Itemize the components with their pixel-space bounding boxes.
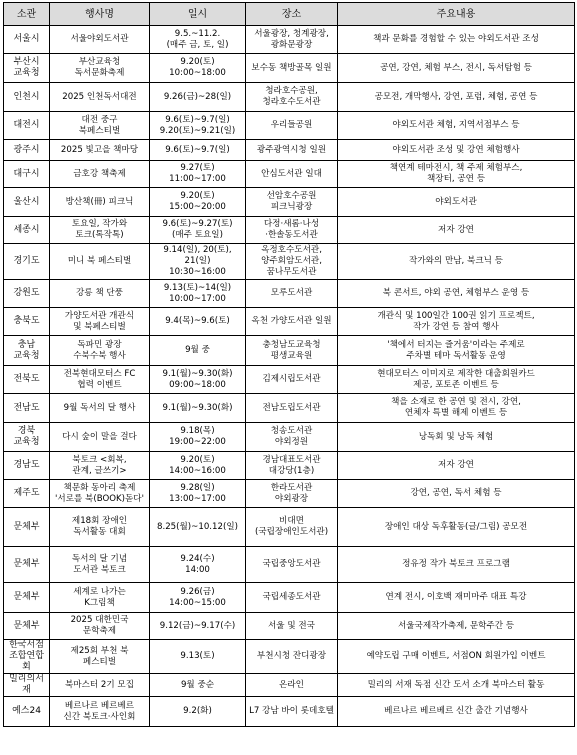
cell-org: 전북도	[4, 366, 50, 394]
cell-date: 9.20(토) 10:00~18:00	[150, 54, 246, 83]
cell-content: 낭독회 및 낭독 체험	[338, 423, 575, 452]
cell-date: 9.1(월)~9.30(화) 09:00~18:00	[150, 366, 246, 394]
cell-date: 9.28(일) 13:00~17:00	[150, 480, 246, 508]
cell-content: '책에서 터지는 즐거움'이라는 주제로 주차별 테마 독서활동 운영	[338, 336, 575, 366]
cell-event-name: 책문화 동아리 축제 '서로를 북(BOOK)돋다'	[50, 480, 150, 508]
cell-content: 예약도립 구매 이벤트, 서점ON 회원가입 이벤트	[338, 640, 575, 674]
cell-org: 문체부	[4, 613, 50, 640]
header-org: 소관	[4, 3, 50, 26]
header-place: 장소	[246, 3, 338, 26]
cell-date: 9월 중	[150, 336, 246, 366]
table-row	[4, 140, 575, 161]
cell-org: 대전시	[4, 112, 50, 140]
table-row	[4, 112, 575, 140]
header-event-name: 행사명	[50, 3, 150, 26]
cell-org: 예스24	[4, 697, 50, 727]
cell-place: 광주광역시청 일원	[246, 140, 338, 161]
cell-place: 선암호수공원 피크닉광장	[246, 188, 338, 217]
cell-place: 온라인	[246, 674, 338, 697]
cell-place: 모루도서관	[246, 280, 338, 308]
cell-date: 9.24(수) 14:00	[150, 547, 246, 583]
cell-event-name: 독서의 달 기념 도서관 북토크	[50, 547, 150, 583]
cell-org: 문체부	[4, 547, 50, 583]
cell-date: 9.20(토) 15:00~20:00	[150, 188, 246, 217]
cell-org: 서울시	[4, 26, 50, 54]
header-row	[4, 3, 575, 26]
cell-place: 우리들공원	[246, 112, 338, 140]
cell-content: 정유정 작가 북토크 프로그램	[338, 547, 575, 583]
table-row	[4, 452, 575, 480]
cell-event-name: 토요일, 작가와 토크(톡작톡)	[50, 217, 150, 244]
table-row	[4, 308, 575, 336]
table-row	[4, 336, 575, 366]
table-row	[4, 480, 575, 508]
cell-date: 9.5.~11.2. (매주 금, 토, 일)	[150, 26, 246, 54]
cell-org: 문체부	[4, 583, 50, 613]
table-row	[4, 674, 575, 697]
cell-date: 9.6(토)~9.7(일) 9.20(토)~9.21(일)	[150, 112, 246, 140]
cell-org: 밀리의서재	[4, 674, 50, 697]
table-row	[4, 54, 575, 83]
cell-event-name: 북마스터 2기 모집	[50, 674, 150, 697]
cell-event-name: 가양도서관 개관식 및 북페스티벌	[50, 308, 150, 336]
table-row	[4, 508, 575, 547]
cell-org: 문체부	[4, 508, 50, 547]
table-row	[4, 697, 575, 727]
cell-event-name: 다시 숲이 말을 걸다	[50, 423, 150, 452]
cell-date: 8.25(월)~10.12(일)	[150, 508, 246, 547]
cell-org: 부산시 교육청	[4, 54, 50, 83]
table-row	[4, 188, 575, 217]
cell-event-name: 제25회 부천 북 페스티벌	[50, 640, 150, 674]
table-row	[4, 613, 575, 640]
header-date: 일시	[150, 3, 246, 26]
cell-content: 베르나르 베르베르 신간 출간 기념행사	[338, 697, 575, 727]
cell-org: 울산시	[4, 188, 50, 217]
cell-date: 9.4(목)~9.6(토)	[150, 308, 246, 336]
cell-event-name: 금호강 책축제	[50, 161, 150, 188]
table-row	[4, 423, 575, 452]
cell-org: 강원도	[4, 280, 50, 308]
cell-org: 경북 교육청	[4, 423, 50, 452]
cell-org: 광주시	[4, 140, 50, 161]
cell-content: 야외도서관	[338, 188, 575, 217]
cell-event-name: 서울야외도서관	[50, 26, 150, 54]
cell-date: 9.18(목) 19:00~22:00	[150, 423, 246, 452]
cell-event-name: 제18회 장애인 독서활동 대회	[50, 508, 150, 547]
table-row	[4, 394, 575, 423]
table-row	[4, 366, 575, 394]
cell-place: 보수동 책방골목 일원	[246, 54, 338, 83]
cell-place: 옥정호수도서관, 양주회암도서관, 꿈나무도서관	[246, 244, 338, 280]
cell-content: 공연, 강연, 체험 부스, 전시, 독서탐험 등	[338, 54, 575, 83]
cell-org: 전남도	[4, 394, 50, 423]
cell-content: 공모전, 개막행사, 강연, 포럼, 체험, 공연 등	[338, 83, 575, 112]
cell-place: 안심도서관 일대	[246, 161, 338, 188]
cell-date: 9.26(금) 14:00~15:00	[150, 583, 246, 613]
cell-event-name: 세계로 나가는 K그림책	[50, 583, 150, 613]
cell-event-name: 부산교육청 독서문화축제	[50, 54, 150, 83]
cell-event-name: 전북현대모터스 FC 협력 이벤트	[50, 366, 150, 394]
cell-org: 한국서점 조합연합회	[4, 640, 50, 674]
event-table-wrapper	[3, 2, 574, 727]
cell-place: 비대면 (국립장애인도서관)	[246, 508, 338, 547]
cell-place: 청송도서관 야외정원	[246, 423, 338, 452]
cell-org: 경기도	[4, 244, 50, 280]
table-row	[4, 640, 575, 674]
cell-event-name: 미니 북 페스티벌	[50, 244, 150, 280]
cell-content: 북 콘서트, 야외 공연, 체험부스 운영 등	[338, 280, 575, 308]
cell-date: 9.13(토)	[150, 640, 246, 674]
cell-date: 9.13(토)~14(일) 10:00~17:00	[150, 280, 246, 308]
cell-place: 국립세종도서관	[246, 583, 338, 613]
cell-date: 9.1(월)~9.30(화)	[150, 394, 246, 423]
cell-date: 9.20(토) 14:00~16:00	[150, 452, 246, 480]
cell-place: 다정·새롬·나성 ·한솔동도서관	[246, 217, 338, 244]
cell-org: 경남도	[4, 452, 50, 480]
table-row	[4, 217, 575, 244]
cell-org: 대구시	[4, 161, 50, 188]
cell-event-name: 베르나르 베르베르 신간 북토크·사인회	[50, 697, 150, 727]
cell-content: 서울국제작가축제, 문학주간 등	[338, 613, 575, 640]
cell-content: 장애인 대상 독후활동(글/그림) 공모전	[338, 508, 575, 547]
table-row	[4, 244, 575, 280]
cell-date: 9.14(일), 20(토), 21(일) 10:30~16:00	[150, 244, 246, 280]
cell-event-name: 2025 빛고을 책마당	[50, 140, 150, 161]
cell-event-name: 2025 인천독서대전	[50, 83, 150, 112]
cell-event-name: 방산책(冊) 피크닉	[50, 188, 150, 217]
cell-content: 강연, 공연, 독서 체험 등	[338, 480, 575, 508]
cell-date: 9.27(토) 11:00~17:00	[150, 161, 246, 188]
cell-content: 책연계 테마전시, 책 주제 체험부스, 책장터, 공연 등	[338, 161, 575, 188]
cell-date: 9.6(토)~9.7(일)	[150, 140, 246, 161]
cell-event-name: 2025 대한민국 문학축제	[50, 613, 150, 640]
cell-event-name: 대전 중구 북페스티벌	[50, 112, 150, 140]
cell-content: 현대모터스 이미지로 제작한 대출회원카드 제공, 포토존 이벤트 등	[338, 366, 575, 394]
cell-event-name: 북토크 <회복, 관계, 글쓰기>	[50, 452, 150, 480]
table-row	[4, 280, 575, 308]
cell-place: 서울 및 전국	[246, 613, 338, 640]
cell-content: 저자 강연	[338, 452, 575, 480]
cell-content: 책을 소재로 한 공연 및 전시, 강연, 연체자 특별 해제 이벤트 등	[338, 394, 575, 423]
cell-date: 9월 중순	[150, 674, 246, 697]
cell-content: 야외도서관 체험, 지역서점부스 등	[338, 112, 575, 140]
cell-content: 작가와의 만남, 북크닉 등	[338, 244, 575, 280]
cell-org: 충남 교육청	[4, 336, 50, 366]
cell-content: 개관식 및 100일간 100권 읽기 프로젝트, 작가 강연 등 참여 행사	[338, 308, 575, 336]
cell-date: 9.2(화)	[150, 697, 246, 727]
cell-place: 경남대표도서관 대강당(1층)	[246, 452, 338, 480]
table-row	[4, 26, 575, 54]
cell-date: 9.12(금)~9.17(수)	[150, 613, 246, 640]
cell-content: 밀리의 서재 독점 신간 도서 소개 북마스터 활동	[338, 674, 575, 697]
table-row	[4, 583, 575, 613]
cell-place: 부천시청 잔디광장	[246, 640, 338, 674]
header-content: 주요내용	[338, 3, 575, 26]
cell-place: 전남도립도서관	[246, 394, 338, 423]
cell-org: 세종시	[4, 217, 50, 244]
table-body	[4, 26, 575, 727]
cell-date: 9.6(토)~9.27(토) (매주 토요일)	[150, 217, 246, 244]
cell-place: 서울광장, 청계광장, 광화문광장	[246, 26, 338, 54]
table-row	[4, 161, 575, 188]
table-row	[4, 83, 575, 112]
cell-content: 책과 문화를 경험할 수 있는 야외도서관 조성	[338, 26, 575, 54]
cell-event-name: 9월 독서의 달 행사	[50, 394, 150, 423]
cell-org: 제주도	[4, 480, 50, 508]
cell-place: 한라도서관 야외광장	[246, 480, 338, 508]
cell-place: 김제시립도서관	[246, 366, 338, 394]
table-header	[4, 3, 575, 26]
cell-event-name: 독파민 광장 수북수북 행사	[50, 336, 150, 366]
reading-month-events-table	[3, 2, 575, 727]
cell-content: 연계 전시, 이호백 재미마주 대표 특강	[338, 583, 575, 613]
cell-place: 옥천 가양도서관 일원	[246, 308, 338, 336]
cell-place: L7 강남 바이 롯데호텔	[246, 697, 338, 727]
cell-org: 충북도	[4, 308, 50, 336]
table-row	[4, 547, 575, 583]
cell-date: 9.26(금)~28(일)	[150, 83, 246, 112]
cell-place: 청라호수공원, 청라호수도서관	[246, 83, 338, 112]
cell-org: 인천시	[4, 83, 50, 112]
cell-content: 저자 강연	[338, 217, 575, 244]
cell-place: 충청남도교육청 평생교육원	[246, 336, 338, 366]
cell-event-name: 강릉 책 단풍	[50, 280, 150, 308]
cell-content: 야외도서관 조성 및 강연 체험행사	[338, 140, 575, 161]
cell-place: 국립중앙도서관	[246, 547, 338, 583]
